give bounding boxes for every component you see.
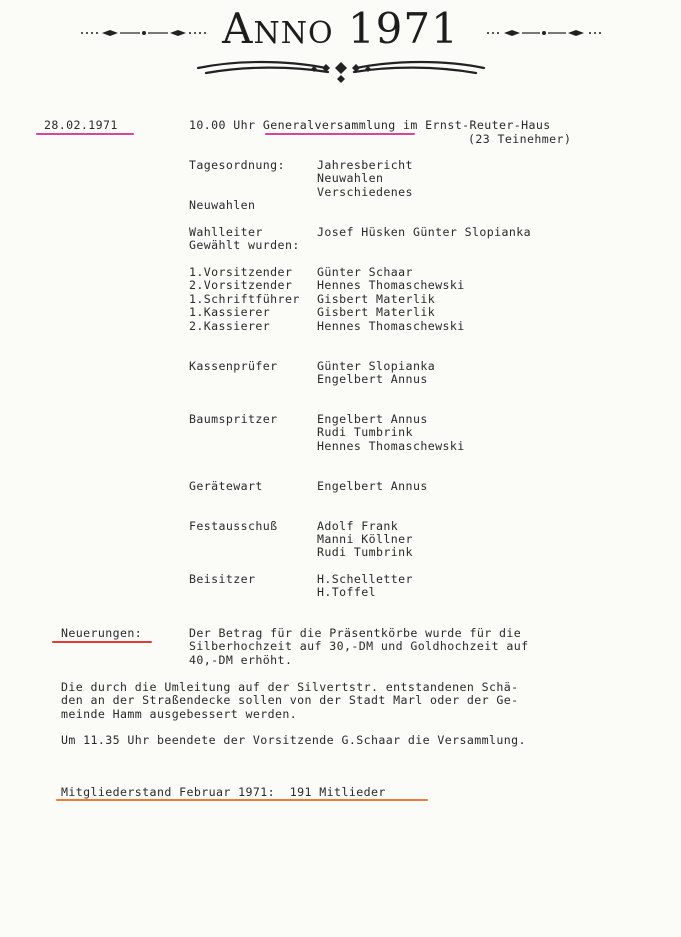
group-member: Engelbert Annus (317, 372, 428, 386)
event-underline (265, 133, 415, 135)
officer-role: 1.Vorsitzender (189, 265, 293, 279)
damage-paragraph-line: meinde Hamm ausgebessert werden. (61, 707, 298, 721)
news-text-line: Der Betrag für die Präsentkörbe wurde für die (189, 626, 522, 640)
damage-paragraph-line: Die durch die Umleitung auf der Silvertstr. entstandenen Schä- (61, 680, 519, 694)
title-first-letter: A (222, 4, 254, 53)
closing-paragraph: Um 11.35 Uhr beendete der Vorsitzende G.Schaar die Versammlung. (61, 733, 526, 747)
group-member: Rudi Tumbrink (317, 545, 413, 559)
group-label: Beisitzer (189, 572, 256, 586)
group-member: Manni Köllner (317, 532, 413, 546)
group-label: Festausschuß (189, 519, 278, 533)
news-text-line: 40,-DM erhöht. (189, 653, 293, 667)
officer-role: 2.Vorsitzender (189, 278, 293, 292)
meeting-event: Generalversammlung (262, 118, 396, 132)
elections-heading: Neuwahlen (189, 198, 256, 212)
officer-role: 1.Schriftführer (189, 292, 300, 306)
membership-line: Mitgliederstand Februar 1971: 191 Mitlieder (61, 785, 386, 799)
agenda-item: Verschiedenes (317, 185, 413, 199)
title-rest: NNO (253, 16, 334, 51)
officer-name: Hennes Thomaschewski (317, 319, 465, 333)
agenda-item: Jahresbericht (317, 158, 413, 172)
officer-name: Gisbert Materlik (317, 305, 436, 319)
group-member: H.Schelletter (317, 572, 413, 586)
membership-underline (56, 799, 428, 801)
group-member: Engelbert Annus (317, 412, 428, 426)
title-year: 1971 (347, 4, 459, 53)
officer-role: 2.Kassierer (189, 319, 271, 333)
group-member: Günter Slopianka (317, 359, 436, 373)
group-member: Rudi Tumbrink (317, 425, 413, 439)
group-member: Engelbert Annus (317, 479, 428, 493)
meeting-line (189, 119, 551, 132)
page-header (0, 0, 681, 90)
meeting-time: 10.00 Uhr (189, 118, 263, 132)
news-underline (52, 641, 152, 643)
group-label: Kassenprüfer (189, 359, 278, 373)
meeting-attendance: (23 Teinehmer) (468, 132, 572, 146)
group-label: Baumspritzer (189, 412, 278, 426)
news-text-line: Silberhochzeit auf 30,-DM und Goldhochzeit auf (189, 639, 529, 653)
meeting-location: im Ernst-Reuter-Haus (395, 118, 551, 132)
group-member: Hennes Thomaschewski (317, 439, 465, 453)
agenda-label: Tagesordnung: (189, 158, 285, 172)
damage-paragraph-line: den an der Straßendecke sollen von der Stadt Marl oder der Ge- (61, 693, 519, 707)
group-member: H.Toffel (317, 585, 377, 599)
officer-name: Hennes Thomaschewski (317, 278, 465, 292)
officer-name: Gisbert Materlik (317, 292, 436, 306)
wahlleiter-label: Wahlleiter (189, 225, 263, 239)
news-label: Neuerungen: (61, 626, 143, 640)
header-flourish-icon (196, 54, 486, 84)
meeting-date: 28.02.1971 (44, 118, 118, 132)
wahlleiter-value: Josef Hüsken Günter Slopianka (317, 225, 532, 239)
agenda-item: Neuwahlen (317, 171, 384, 185)
officer-name: Günter Schaar (317, 265, 413, 279)
elected-label: Gewählt wurden: (189, 238, 300, 252)
date-underline (36, 133, 134, 135)
header-ornament-right-icon (484, 28, 604, 38)
group-label: Gerätewart (189, 479, 263, 493)
officer-role: 1.Kassierer (189, 305, 271, 319)
group-member: Adolf Frank (317, 519, 399, 533)
